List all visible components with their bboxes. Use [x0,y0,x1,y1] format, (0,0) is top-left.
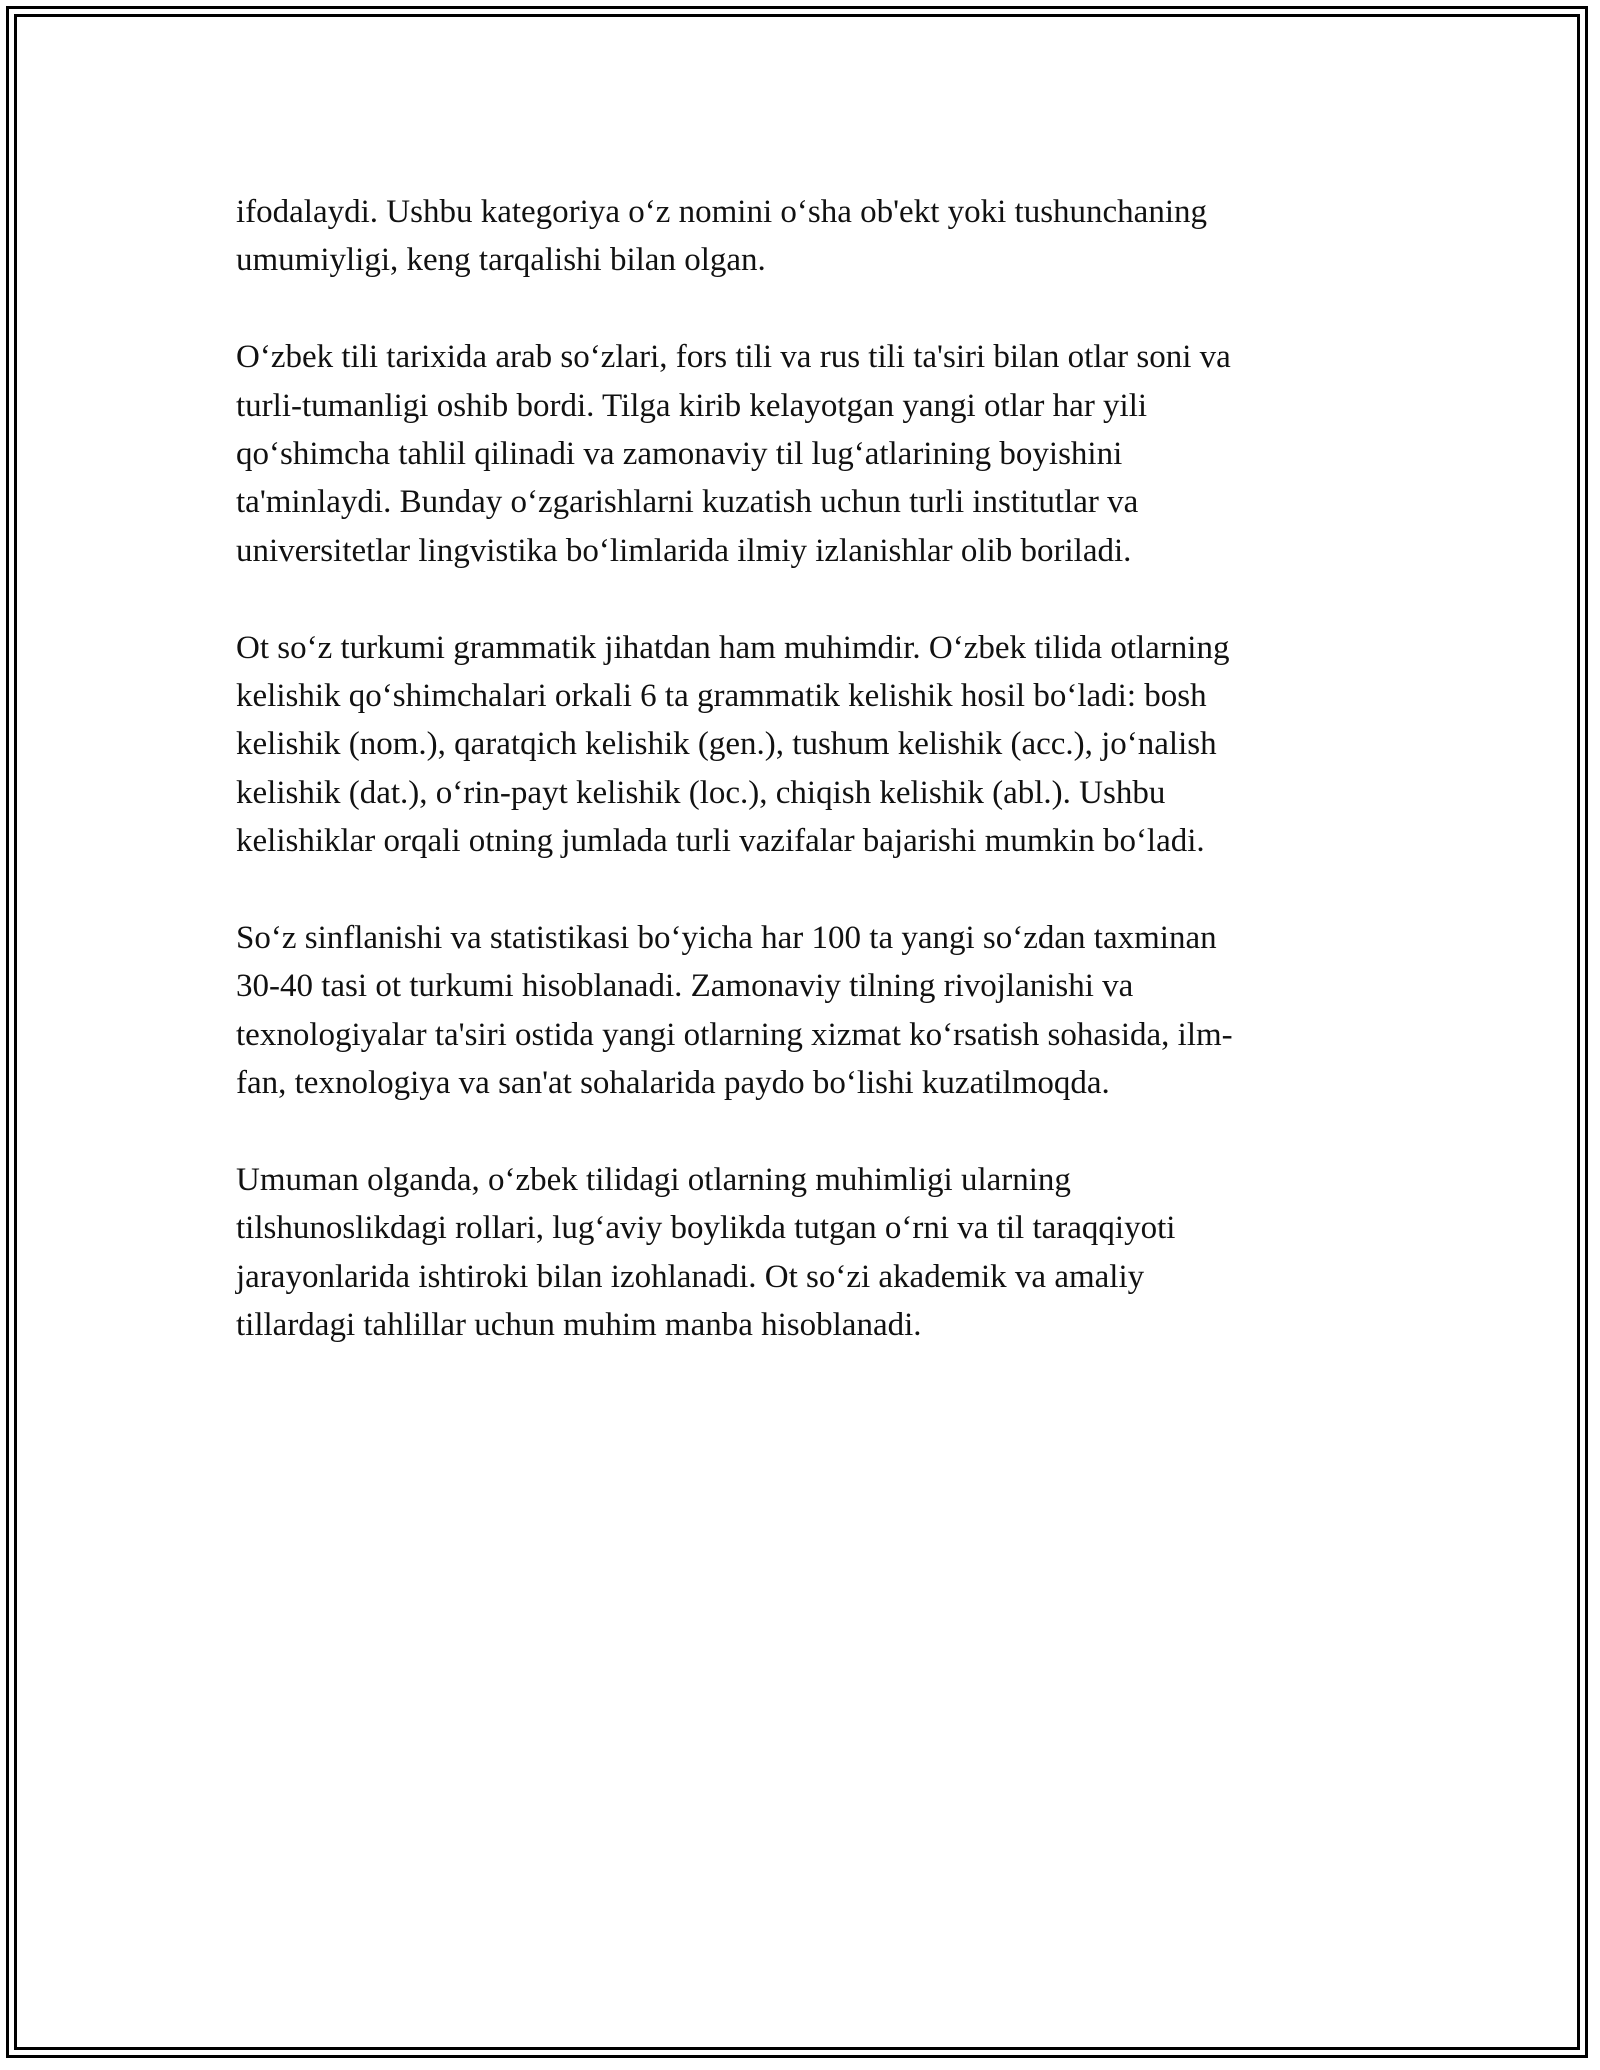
text-line: kelishik qo‘shimchalari orkali 6 ta grammatik kelishik hosil bo‘ladi: bosh [236,678,1207,715]
text-line: tilshunoslikdagi rollari, lug‘aviy boylikda tutgan o‘rni va til taraqqiyoti [236,1210,1176,1247]
text-line: fan, texnologiya va san'at sohalarida paydo bo‘lishi kuzatilmoqda. [236,1065,1110,1102]
text-line: kelishik (nom.), qaratqich kelishik (gen.), tushum kelishik (acc.), jo‘nalish [236,726,1217,763]
text-line: jarayonlarida ishtiroki bilan izohlanadi. Ot so‘zi akademik va amaliy [236,1258,1145,1295]
text-line: umumiyligi, keng tarqalishi bilan olgan. [236,242,766,279]
text-line: qo‘shimcha tahlil qilinadi va zamonaviy til lug‘atlarining boyishini [236,436,1123,473]
paragraph-1 [236,188,1346,285]
text-line: ta'minlaydi. Bunday o‘zgarishlarni kuzatish uchun turli institutlar va [236,484,1139,521]
text-line: kelishik (dat.), o‘rin-payt kelishik (loc.), chiqish kelishik (abl.). Ushbu [236,774,1166,811]
text-line: 30-40 tasi ot turkumi hisoblanadi. Zamonaviy tilning rivojlanishi va [236,968,1134,1005]
text-line: Ot so‘z turkumi grammatik jihatdan ham muhimdir. O‘zbek tilida otlarning [236,629,1230,666]
text-line: Umuman olganda, o‘zbek tilidagi otlarning muhimligi ularning [236,1162,1071,1199]
text-line: O‘zbek tili tarixida arab so‘zlari, fors tili va rus tili ta'siri bilan otlar soni va [236,339,1231,376]
text-line: texnologiyalar ta'siri ostida yangi otlarning xizmat ko‘rsatish sohasida, ilm- [236,1016,1233,1053]
paragraph-3 [236,624,1346,866]
document-body [236,188,1346,1398]
text-line: universitetlar lingvistika bo‘limlarida ilmiy izlanishlar olib boriladi. [236,532,1132,569]
paragraph-2 [236,333,1346,575]
paragraph-5 [236,1156,1346,1350]
text-line: ifodalaydi. Ushbu kategoriya o‘z nomini o‘sha ob'ekt yoki tushunchaning [236,194,1208,230]
text-line: kelishiklar orqali otning jumlada turli vazifalar bajarishi mumkin bo‘ladi. [236,823,1205,860]
text-line: So‘z sinflanishi va statistikasi bo‘yicha har 100 ta yangi so‘zdan taxminan [236,920,1217,957]
text-line: tillardagi tahlillar uchun muhim manba hisoblanadi. [236,1307,922,1344]
paragraph-4 [236,914,1346,1108]
text-line: turli-tumanligi oshib bordi. Tilga kirib kelayotgan yangi otlar har yili [236,387,1148,424]
